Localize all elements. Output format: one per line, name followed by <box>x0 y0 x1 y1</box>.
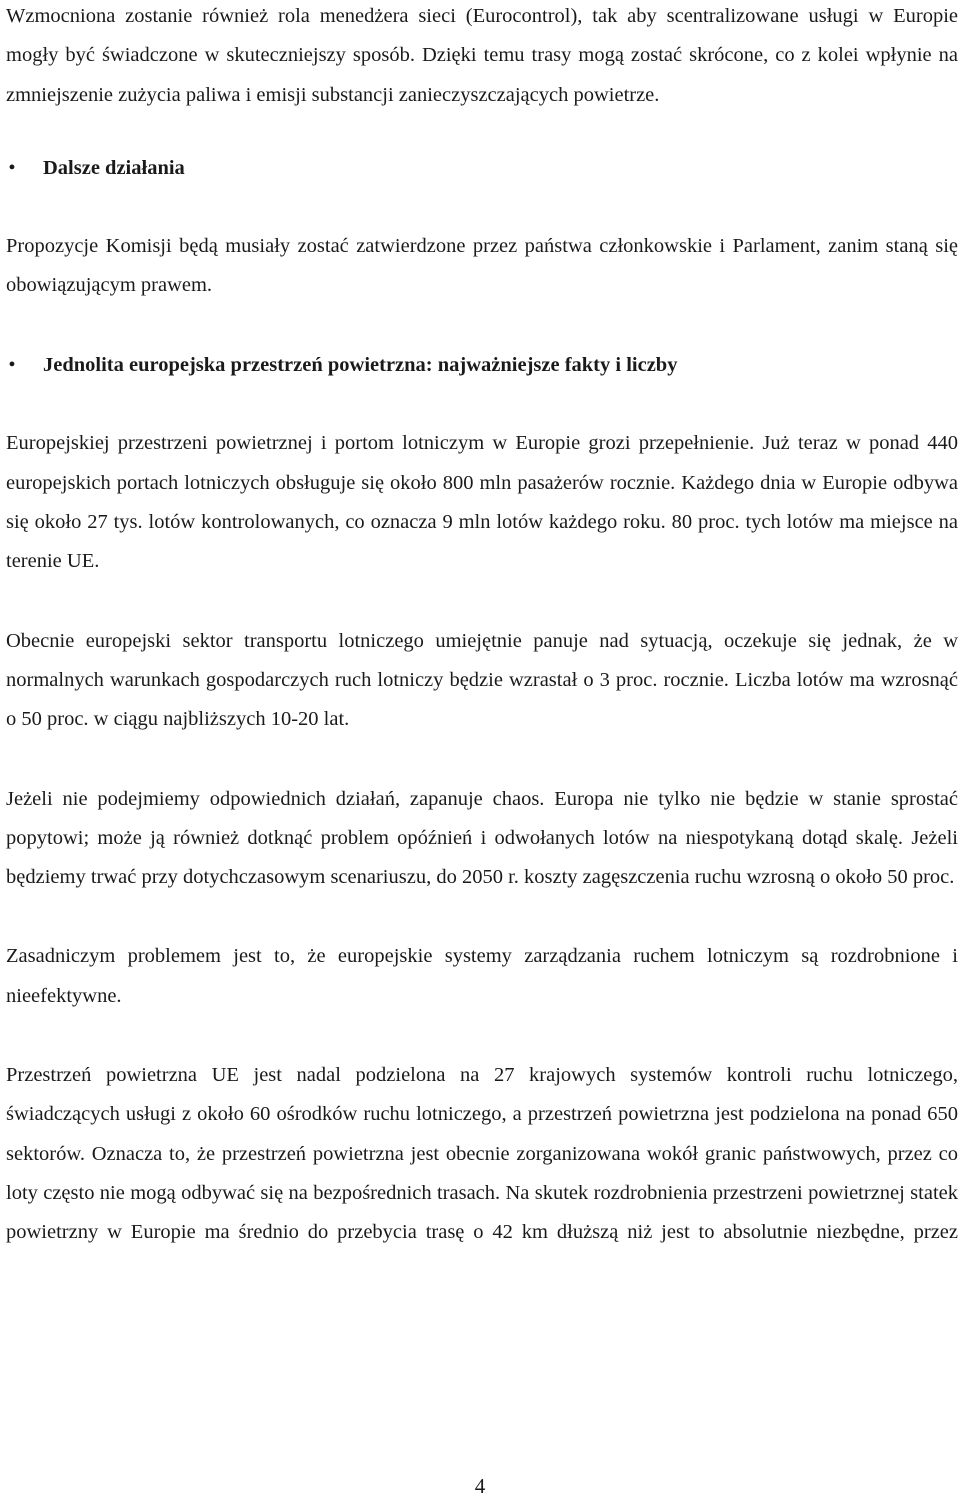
paragraph-airspace-division: Przestrzeń powietrzna UE jest nadal podzielona na 27 krajowych systemów kontroli ruchu lotniczego, świadczących usługi z około 60 ośrodków ruchu lotniczego, a przestrzeń powietrzna jest podzielona na ponad 650 sektorów. Oznacza to, że przestrzeń powietrzna jest obecnie zorganizowana wokół granic państwowych, przez co loty często nie mogą odbywać się na bezpośrednich trasach. Na skutek rozdrobnienia przestrzeni powietrznej statek powietrzny w Europie ma średnio do przebycia trasę o 42 km dłuższą niż jest to absolutnie niezbędne, przez <box>6 1064 958 1244</box>
heading-text: Jednolita europejska przestrzeń powietrzna: najważniejsze fakty i liczby <box>43 354 678 377</box>
paragraph-next-steps: Propozycje Komisji będą musiały zostać zatwierdzone przez państwa członkowskie i Parlament, zanim staną się obowiązującym prawem. <box>6 234 958 297</box>
heading-text: Dalsze działania <box>43 156 185 179</box>
paragraph-fragmentation: Zasadniczym problemem jest to, że europejskie systemy zarządzania ruchem lotniczym są rozdrobnione i nieefektywne. <box>6 945 958 1007</box>
bullet-icon: • <box>8 354 16 377</box>
section-heading-next-steps <box>6 149 958 188</box>
document-body <box>6 0 958 1253</box>
paragraph-overcrowding: Europejskiej przestrzeni powietrznej i portom lotniczym w Europie grozi przepełnienie. Już teraz w ponad 440 europejskich portach lotniczych obsługuje się około 800 mln pasażerów rocznie. Każdego dnia w Europie odbywa się około 27 tys. lotów kontrolowanych, co oznacza 9 mln lotów każdego roku. 80 proc. tych lotów ma miejsce na terenie UE. <box>6 432 958 573</box>
paragraph-growth: Obecnie europejski sektor transportu lotniczego umiejętnie panuje nad sytuacją, oczekuje się jednak, że w normalnych warunkach gospodarczych ruch lotniczy będzie wzrastał o 3 proc. rocznie. Liczba lotów ma wzrosnąć o 50 proc. w ciągu najbliższych 10-20 lat. <box>6 629 958 731</box>
intro-paragraph: Wzmocniona zostanie również rola menedżera sieci (Eurocontrol), tak aby scentralizowane usługi w Europie mogły być świadczone w skuteczniejszy sposób. Dzięki temu trasy mogą zostać skrócone, co z kolei wpłynie na zmniejszenie zużycia paliwa i emisji substancji zanieczyszczających powietrze. <box>6 5 958 106</box>
section-heading-key-facts <box>6 346 958 385</box>
page-number: 4 <box>474 1474 486 1498</box>
paragraph-chaos: Jeżeli nie podejmiemy odpowiednich działań, zapanuje chaos. Europa nie tylko nie będzie w stanie sprostać popytowi; może ją również dotknąć problem opóźnień i odwołanych lotów na niespotykaną dotąd skalę. Jeżeli będziemy trwać przy dotychczasowym scenariuszu, do 2050 r. koszty zagęszczenia ruchu wzrosną o około 50 proc. <box>6 787 958 889</box>
bullet-icon: • <box>8 156 16 179</box>
